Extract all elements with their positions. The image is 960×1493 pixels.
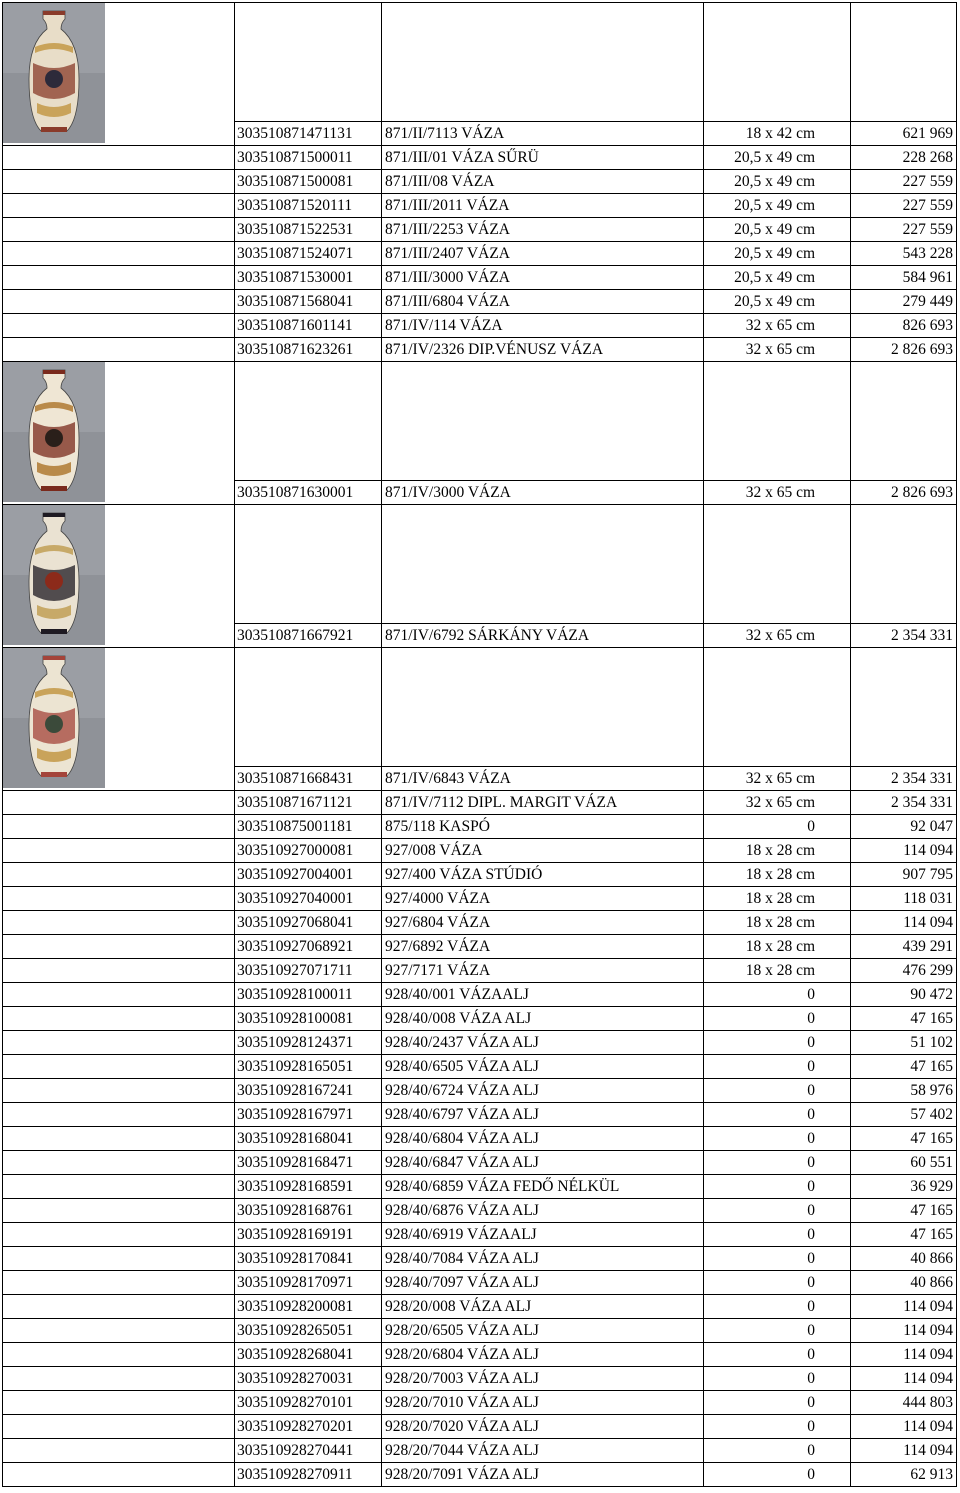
product-name: 927/6892 VÁZA bbox=[382, 935, 704, 959]
image-cell-empty bbox=[3, 911, 235, 935]
product-price: 114 094 bbox=[851, 1415, 957, 1439]
product-name: 928/40/6505 VÁZA ALJ bbox=[382, 1055, 704, 1079]
product-code: 303510928168471 bbox=[235, 1151, 382, 1175]
product-price: 40 866 bbox=[851, 1247, 957, 1271]
image-cell-empty bbox=[3, 863, 235, 887]
product-code: 303510928100081 bbox=[235, 1007, 382, 1031]
product-name: 928/20/6505 VÁZA ALJ bbox=[382, 1319, 704, 1343]
table-row bbox=[3, 815, 957, 839]
product-code: 303510871524071 bbox=[235, 242, 382, 266]
image-cell-empty bbox=[3, 1247, 235, 1271]
product-code: 303510928165051 bbox=[235, 1055, 382, 1079]
table-row bbox=[3, 194, 957, 218]
product-size: 0 bbox=[704, 1439, 851, 1463]
image-cell-empty bbox=[3, 146, 235, 170]
empty-cell bbox=[851, 362, 957, 481]
table-row bbox=[3, 1055, 957, 1079]
product-name: 928/40/7084 VÁZA ALJ bbox=[382, 1247, 704, 1271]
product-code: 303510928167971 bbox=[235, 1103, 382, 1127]
empty-cell bbox=[235, 505, 382, 624]
image-cell-empty bbox=[3, 194, 235, 218]
product-name: 871/III/08 VÁZA bbox=[382, 170, 704, 194]
product-code: 303510928270201 bbox=[235, 1415, 382, 1439]
product-size: 0 bbox=[704, 1463, 851, 1487]
product-price: 92 047 bbox=[851, 815, 957, 839]
image-cell-empty bbox=[3, 218, 235, 242]
product-name: 871/III/2253 VÁZA bbox=[382, 218, 704, 242]
product-code: 303510928268041 bbox=[235, 1343, 382, 1367]
table-row bbox=[3, 1175, 957, 1199]
product-code: 303510928270101 bbox=[235, 1391, 382, 1415]
product-size: 32 x 65 cm bbox=[704, 767, 851, 791]
product-name: 871/IV/6792 SÁRKÁNY VÁZA bbox=[382, 624, 704, 648]
table-row bbox=[3, 1391, 957, 1415]
table-row bbox=[3, 1031, 957, 1055]
product-price: 58 976 bbox=[851, 1079, 957, 1103]
product-image-cell bbox=[3, 3, 235, 146]
product-price: 90 472 bbox=[851, 983, 957, 1007]
image-cell-empty bbox=[3, 290, 235, 314]
image-cell-empty bbox=[3, 959, 235, 983]
image-cell-empty bbox=[3, 1103, 235, 1127]
product-size: 0 bbox=[704, 1103, 851, 1127]
empty-cell bbox=[382, 3, 704, 122]
product-size: 0 bbox=[704, 815, 851, 839]
product-size: 0 bbox=[704, 1007, 851, 1031]
product-size: 18 x 28 cm bbox=[704, 863, 851, 887]
image-cell-empty bbox=[3, 1439, 235, 1463]
image-cell-empty bbox=[3, 1391, 235, 1415]
table-row bbox=[3, 959, 957, 983]
product-price: 907 795 bbox=[851, 863, 957, 887]
product-price: 114 094 bbox=[851, 1343, 957, 1367]
image-cell-empty bbox=[3, 1271, 235, 1295]
product-name: 871/III/2011 VÁZA bbox=[382, 194, 704, 218]
product-code: 303510927040001 bbox=[235, 887, 382, 911]
product-name: 928/20/7003 VÁZA ALJ bbox=[382, 1367, 704, 1391]
table-row bbox=[3, 935, 957, 959]
empty-cell bbox=[382, 648, 704, 767]
product-price: 227 559 bbox=[851, 170, 957, 194]
product-price: 279 449 bbox=[851, 290, 957, 314]
table-row bbox=[3, 1199, 957, 1223]
product-name: 928/40/6724 VÁZA ALJ bbox=[382, 1079, 704, 1103]
product-name: 928/40/6919 VÁZAALJ bbox=[382, 1223, 704, 1247]
image-cell-empty bbox=[3, 1367, 235, 1391]
empty-cell bbox=[704, 505, 851, 624]
product-code: 303510871500011 bbox=[235, 146, 382, 170]
product-size: 32 x 65 cm bbox=[704, 338, 851, 362]
product-size: 0 bbox=[704, 1247, 851, 1271]
product-price: 47 165 bbox=[851, 1223, 957, 1247]
image-cell-empty bbox=[3, 935, 235, 959]
product-name: 871/IV/114 VÁZA bbox=[382, 314, 704, 338]
product-name: 928/20/7091 VÁZA ALJ bbox=[382, 1463, 704, 1487]
image-cell-empty bbox=[3, 1127, 235, 1151]
image-cell-empty bbox=[3, 1295, 235, 1319]
product-name: 927/6804 VÁZA bbox=[382, 911, 704, 935]
table-row bbox=[3, 218, 957, 242]
product-size: 18 x 28 cm bbox=[704, 839, 851, 863]
product-price: 476 299 bbox=[851, 959, 957, 983]
product-code: 303510928168761 bbox=[235, 1199, 382, 1223]
product-size: 18 x 28 cm bbox=[704, 887, 851, 911]
table-row bbox=[3, 1223, 957, 1247]
product-size: 20,5 x 49 cm bbox=[704, 242, 851, 266]
product-price: 36 929 bbox=[851, 1175, 957, 1199]
table-row bbox=[3, 863, 957, 887]
product-price: 2 826 693 bbox=[851, 338, 957, 362]
image-cell-empty bbox=[3, 1055, 235, 1079]
product-name: 928/20/008 VÁZA ALJ bbox=[382, 1295, 704, 1319]
product-price: 621 969 bbox=[851, 122, 957, 146]
product-name: 928/40/001 VÁZAALJ bbox=[382, 983, 704, 1007]
product-name: 871/III/01 VÁZA SŰRÜ bbox=[382, 146, 704, 170]
product-name: 871/III/6804 VÁZA bbox=[382, 290, 704, 314]
image-cell-empty bbox=[3, 1007, 235, 1031]
product-name: 871/IV/7112 DIPL. MARGIT VÁZA bbox=[382, 791, 704, 815]
table-row bbox=[3, 338, 957, 362]
table-row bbox=[3, 839, 957, 863]
product-name: 928/20/7020 VÁZA ALJ bbox=[382, 1415, 704, 1439]
product-code: 303510871500081 bbox=[235, 170, 382, 194]
table-row bbox=[3, 1463, 957, 1487]
product-code: 303510928170971 bbox=[235, 1271, 382, 1295]
product-price: 114 094 bbox=[851, 1319, 957, 1343]
product-size: 0 bbox=[704, 1295, 851, 1319]
empty-cell bbox=[704, 648, 851, 767]
product-name: 928/40/6804 VÁZA ALJ bbox=[382, 1127, 704, 1151]
product-code: 303510871530001 bbox=[235, 266, 382, 290]
product-name: 928/40/008 VÁZA ALJ bbox=[382, 1007, 704, 1031]
table-row bbox=[3, 1367, 957, 1391]
product-code: 303510871671121 bbox=[235, 791, 382, 815]
product-code: 303510928169191 bbox=[235, 1223, 382, 1247]
product-size: 18 x 28 cm bbox=[704, 959, 851, 983]
product-price: 47 165 bbox=[851, 1007, 957, 1031]
image-cell-empty bbox=[3, 1415, 235, 1439]
product-size: 20,5 x 49 cm bbox=[704, 266, 851, 290]
table-row bbox=[3, 1295, 957, 1319]
table-row bbox=[3, 170, 957, 194]
image-cell-empty bbox=[3, 242, 235, 266]
price-table bbox=[2, 2, 957, 1487]
product-code: 303510928200081 bbox=[235, 1295, 382, 1319]
product-code: 303510927071711 bbox=[235, 959, 382, 983]
product-price: 228 268 bbox=[851, 146, 957, 170]
product-price: 40 866 bbox=[851, 1271, 957, 1295]
product-size: 0 bbox=[704, 1391, 851, 1415]
product-size: 32 x 65 cm bbox=[704, 791, 851, 815]
empty-cell bbox=[235, 3, 382, 122]
product-size: 0 bbox=[704, 1343, 851, 1367]
product-name: 871/IV/2326 DIP.VÉNUSZ VÁZA bbox=[382, 338, 704, 362]
product-size: 0 bbox=[704, 1223, 851, 1247]
product-price: 2 826 693 bbox=[851, 481, 957, 505]
table-row bbox=[3, 1319, 957, 1343]
vase-icon bbox=[3, 362, 105, 502]
product-code: 303510928170841 bbox=[235, 1247, 382, 1271]
product-name: 928/40/6847 VÁZA ALJ bbox=[382, 1151, 704, 1175]
product-price: 62 913 bbox=[851, 1463, 957, 1487]
empty-cell bbox=[235, 362, 382, 481]
table-row bbox=[3, 1079, 957, 1103]
vase-photo-icon bbox=[3, 362, 105, 502]
product-size: 20,5 x 49 cm bbox=[704, 194, 851, 218]
product-size: 32 x 65 cm bbox=[704, 481, 851, 505]
product-code: 303510927004001 bbox=[235, 863, 382, 887]
product-price: 227 559 bbox=[851, 194, 957, 218]
image-cell-empty bbox=[3, 791, 235, 815]
product-code: 303510871520111 bbox=[235, 194, 382, 218]
product-name: 871/IV/3000 VÁZA bbox=[382, 481, 704, 505]
image-cell-empty bbox=[3, 1175, 235, 1199]
product-price: 57 402 bbox=[851, 1103, 957, 1127]
product-name: 871/III/3000 VÁZA bbox=[382, 266, 704, 290]
image-cell-empty bbox=[3, 1343, 235, 1367]
product-name: 928/40/2437 VÁZA ALJ bbox=[382, 1031, 704, 1055]
image-cell-empty bbox=[3, 983, 235, 1007]
product-image-cell bbox=[3, 505, 235, 648]
product-name: 928/40/7097 VÁZA ALJ bbox=[382, 1271, 704, 1295]
empty-cell bbox=[704, 362, 851, 481]
product-code: 303510875001181 bbox=[235, 815, 382, 839]
product-price: 826 693 bbox=[851, 314, 957, 338]
empty-cell bbox=[382, 362, 704, 481]
product-size: 0 bbox=[704, 1415, 851, 1439]
table-row bbox=[3, 1127, 957, 1151]
product-price: 47 165 bbox=[851, 1055, 957, 1079]
image-cell-empty bbox=[3, 839, 235, 863]
product-size: 20,5 x 49 cm bbox=[704, 146, 851, 170]
product-code: 303510871667921 bbox=[235, 624, 382, 648]
table-row bbox=[3, 983, 957, 1007]
empty-cell bbox=[851, 505, 957, 624]
product-size: 0 bbox=[704, 1271, 851, 1295]
product-size: 20,5 x 49 cm bbox=[704, 290, 851, 314]
table-row bbox=[3, 1247, 957, 1271]
product-price: 51 102 bbox=[851, 1031, 957, 1055]
product-code: 303510927068921 bbox=[235, 935, 382, 959]
product-name: 928/40/6859 VÁZA FEDŐ NÉLKÜL bbox=[382, 1175, 704, 1199]
product-image-cell bbox=[3, 648, 235, 791]
table-row bbox=[3, 791, 957, 815]
image-cell-empty bbox=[3, 887, 235, 911]
table-row bbox=[3, 1103, 957, 1127]
product-code: 303510927000081 bbox=[235, 839, 382, 863]
table-row bbox=[3, 242, 957, 266]
table-row bbox=[3, 1415, 957, 1439]
product-price: 227 559 bbox=[851, 218, 957, 242]
product-size: 0 bbox=[704, 1031, 851, 1055]
product-price: 114 094 bbox=[851, 839, 957, 863]
product-name: 871/IV/6843 VÁZA bbox=[382, 767, 704, 791]
product-size: 32 x 65 cm bbox=[704, 624, 851, 648]
product-size: 0 bbox=[704, 1079, 851, 1103]
image-cell-empty bbox=[3, 1463, 235, 1487]
product-price: 2 354 331 bbox=[851, 624, 957, 648]
empty-cell bbox=[382, 505, 704, 624]
product-price: 2 354 331 bbox=[851, 767, 957, 791]
product-code: 303510928270031 bbox=[235, 1367, 382, 1391]
vase-icon bbox=[3, 3, 105, 143]
table-row bbox=[3, 3, 957, 122]
table-row bbox=[3, 146, 957, 170]
product-price: 47 165 bbox=[851, 1199, 957, 1223]
table-row bbox=[3, 887, 957, 911]
vase-photo-icon bbox=[3, 648, 105, 788]
image-cell-empty bbox=[3, 338, 235, 362]
table-row bbox=[3, 911, 957, 935]
table-row bbox=[3, 1007, 957, 1031]
image-cell-empty bbox=[3, 815, 235, 839]
product-size: 32 x 65 cm bbox=[704, 314, 851, 338]
product-code: 303510871668431 bbox=[235, 767, 382, 791]
product-size: 0 bbox=[704, 1199, 851, 1223]
product-name: 928/20/6804 VÁZA ALJ bbox=[382, 1343, 704, 1367]
product-name: 928/40/6876 VÁZA ALJ bbox=[382, 1199, 704, 1223]
table-row bbox=[3, 648, 957, 767]
product-size: 0 bbox=[704, 1367, 851, 1391]
product-price: 543 228 bbox=[851, 242, 957, 266]
product-name: 927/7171 VÁZA bbox=[382, 959, 704, 983]
product-code: 303510928124371 bbox=[235, 1031, 382, 1055]
product-size: 0 bbox=[704, 1319, 851, 1343]
vase-icon bbox=[3, 648, 105, 788]
product-code: 303510928168041 bbox=[235, 1127, 382, 1151]
product-name: 928/20/7010 VÁZA ALJ bbox=[382, 1391, 704, 1415]
product-size: 18 x 28 cm bbox=[704, 935, 851, 959]
product-price: 60 551 bbox=[851, 1151, 957, 1175]
product-name: 871/III/2407 VÁZA bbox=[382, 242, 704, 266]
product-price: 584 961 bbox=[851, 266, 957, 290]
product-name: 928/20/7044 VÁZA ALJ bbox=[382, 1439, 704, 1463]
image-cell-empty bbox=[3, 1031, 235, 1055]
product-name: 927/4000 VÁZA bbox=[382, 887, 704, 911]
image-cell-empty bbox=[3, 1319, 235, 1343]
table-row bbox=[3, 266, 957, 290]
product-size: 0 bbox=[704, 1151, 851, 1175]
product-name: 927/008 VÁZA bbox=[382, 839, 704, 863]
product-price: 47 165 bbox=[851, 1127, 957, 1151]
table-row bbox=[3, 290, 957, 314]
table-row bbox=[3, 362, 957, 481]
product-price: 439 291 bbox=[851, 935, 957, 959]
table-row bbox=[3, 1343, 957, 1367]
product-name: 928/40/6797 VÁZA ALJ bbox=[382, 1103, 704, 1127]
product-code: 303510928168591 bbox=[235, 1175, 382, 1199]
product-price: 114 094 bbox=[851, 1439, 957, 1463]
product-name: 871/II/7113 VÁZA bbox=[382, 122, 704, 146]
product-image-cell bbox=[3, 362, 235, 505]
image-cell-empty bbox=[3, 266, 235, 290]
product-price: 444 803 bbox=[851, 1391, 957, 1415]
product-code: 303510871471131 bbox=[235, 122, 382, 146]
image-cell-empty bbox=[3, 1223, 235, 1247]
product-name: 875/118 KASPÓ bbox=[382, 815, 704, 839]
table-row bbox=[3, 314, 957, 338]
table-row bbox=[3, 1439, 957, 1463]
product-price: 114 094 bbox=[851, 1367, 957, 1391]
vase-photo-icon bbox=[3, 505, 105, 645]
product-size: 20,5 x 49 cm bbox=[704, 218, 851, 242]
product-size: 0 bbox=[704, 1175, 851, 1199]
empty-cell bbox=[851, 648, 957, 767]
product-code: 303510871623261 bbox=[235, 338, 382, 362]
product-size: 0 bbox=[704, 983, 851, 1007]
product-size: 20,5 x 49 cm bbox=[704, 170, 851, 194]
image-cell-empty bbox=[3, 1079, 235, 1103]
image-cell-empty bbox=[3, 1199, 235, 1223]
empty-cell bbox=[704, 3, 851, 122]
product-size: 18 x 42 cm bbox=[704, 122, 851, 146]
product-code: 303510871568041 bbox=[235, 290, 382, 314]
product-code: 303510928270911 bbox=[235, 1463, 382, 1487]
product-code: 303510928270441 bbox=[235, 1439, 382, 1463]
empty-cell bbox=[235, 648, 382, 767]
table-row bbox=[3, 505, 957, 624]
product-price: 114 094 bbox=[851, 1295, 957, 1319]
image-cell-empty bbox=[3, 314, 235, 338]
product-price: 114 094 bbox=[851, 911, 957, 935]
vase-photo-icon bbox=[3, 3, 105, 143]
empty-cell bbox=[851, 3, 957, 122]
table-row bbox=[3, 1151, 957, 1175]
product-name: 927/400 VÁZA STÚDIÓ bbox=[382, 863, 704, 887]
product-size: 18 x 28 cm bbox=[704, 911, 851, 935]
image-cell-empty bbox=[3, 1151, 235, 1175]
vase-icon bbox=[3, 505, 105, 645]
table-row bbox=[3, 1271, 957, 1295]
product-size: 0 bbox=[704, 1127, 851, 1151]
product-price: 2 354 331 bbox=[851, 791, 957, 815]
product-code: 303510928100011 bbox=[235, 983, 382, 1007]
product-size: 0 bbox=[704, 1055, 851, 1079]
product-code: 303510871630001 bbox=[235, 481, 382, 505]
product-code: 303510928167241 bbox=[235, 1079, 382, 1103]
product-code: 303510927068041 bbox=[235, 911, 382, 935]
image-cell-empty bbox=[3, 170, 235, 194]
product-price: 118 031 bbox=[851, 887, 957, 911]
product-code: 303510928265051 bbox=[235, 1319, 382, 1343]
product-code: 303510871522531 bbox=[235, 218, 382, 242]
product-code: 303510871601141 bbox=[235, 314, 382, 338]
